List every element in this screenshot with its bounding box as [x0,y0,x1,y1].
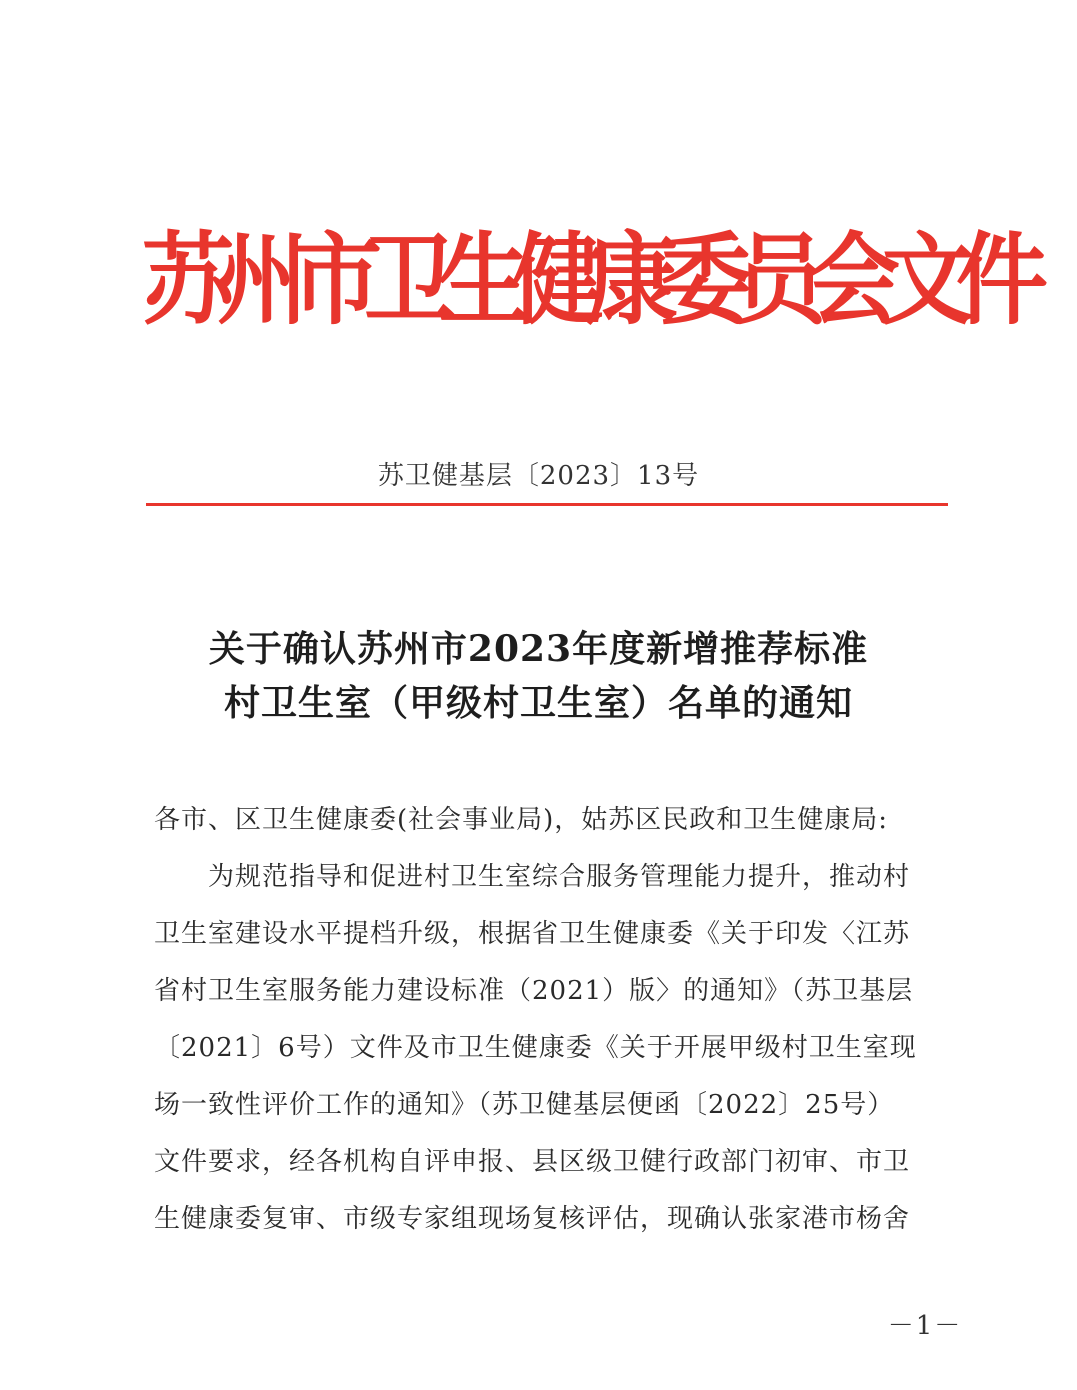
title-line-2: 村卫生室（甲级村卫生室）名单的通知 [223,682,853,724]
salutation: 各市、区卫生健康委(社会事业局)，姑苏区民政和卫生健康局: [154,805,889,835]
body-line: 〔2021〕6号）文件及市卫生健康委《关于开展甲级村卫生室现 [154,1033,917,1063]
document-body [154,792,954,1248]
document-masthead [142,217,1049,344]
body-line: 卫生室建设水平提档升级，根据省卫生健康委《关于印发〈江苏 [154,919,911,949]
masthead-char: 州 [216,222,309,339]
red-divider-line [146,503,948,506]
body-line: 省村卫生室服务能力建设标准（2021）版〉的通知》（苏卫基层 [154,976,914,1006]
masthead-char: 康 [586,222,679,339]
body-line: 文件要求，经各机构自评申报、县区级卫健行政部门初审、市卫 [154,1147,911,1177]
page-number: －1－ [887,1311,963,1341]
masthead-char: 卫 [364,222,457,339]
masthead-char: 委 [660,222,753,339]
masthead-char: 会 [808,222,901,339]
body-line: 场一致性评价工作的通知》（苏卫健基层便函〔2022〕25号） [154,1090,895,1120]
masthead-char: 苏 [142,222,235,339]
masthead-char: 市 [290,222,383,339]
title-line-1: 关于确认苏州市2023年度新增推荐标准 [208,628,869,670]
masthead-char: 员 [734,222,827,339]
body-line: 为规范指导和促进村卫生室综合服务管理能力提升，推动村 [208,862,911,892]
masthead-char: 健 [512,222,605,339]
document-title [0,622,1077,730]
masthead-char: 生 [438,222,531,339]
body-line: 生健康委复审、市级专家组现场复核评估，现确认张家港市杨舍 [154,1204,911,1234]
masthead-char: 文 [882,222,975,339]
document-number: 苏卫健基层〔2023〕13号 [377,461,700,491]
masthead-char: 件 [956,222,1049,339]
